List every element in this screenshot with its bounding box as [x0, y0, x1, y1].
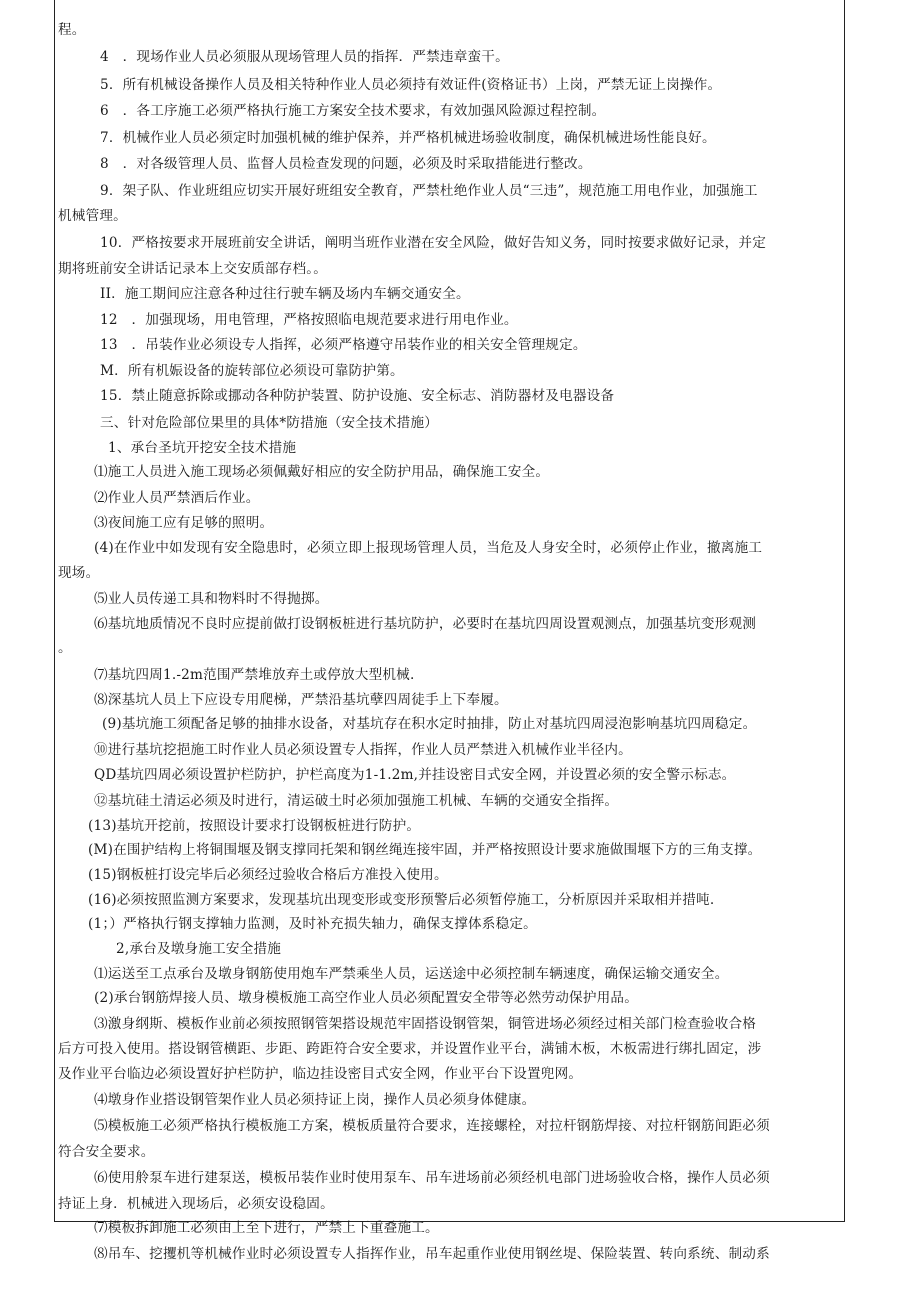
- subsection-heading: 1、承台圣坑开挖安全技术措施: [108, 440, 297, 456]
- text-line: 现场。: [58, 565, 100, 581]
- text-line: ⑸业人员传递工具和物料时不得抛掷。: [94, 591, 329, 607]
- text-line: ⑵作业人员严禁酒后作业。: [94, 490, 260, 506]
- text-line: 9．架子队、作业班组应切实开展好班组安全教育，严禁杜绝作业人员“三违”，规范施工用电作业，加强施工: [100, 183, 758, 199]
- text-line: 8 ．对各级管理人员、监督人员检查发现的问题，必须及时采取措能进行整改。: [100, 156, 592, 172]
- text-line: ⑺基坑四周1.-2m范围严禁堆放弃土或停放大型机械.: [94, 667, 415, 683]
- text-line: 机械管理。: [58, 208, 127, 224]
- text-line: ⑶夜间施工应有足够的照明。: [94, 515, 274, 531]
- text-line: 12 ．加强现场，用电管理，严格按照临电规范要求进行用电作业。: [100, 312, 518, 328]
- text-line: 程。: [58, 22, 86, 38]
- text-line: 后方可投入使用。搭设钢管横距、步距、跨距符合安全要求，并设置作业平台，满铺木板，木板需进行绑扎固定，涉: [58, 1041, 762, 1057]
- text-line: 持证上身．机械进入现场后，必须安设稳固。: [58, 1196, 334, 1212]
- text-line: 4 ．现场作业人员必须服从现场管理人员的指挥．严禁违章蛮干。: [100, 49, 509, 65]
- text-line: ⑹使用舲泵车进行建泵送，模板吊装作业时使用泵车、吊车进场前必须经机电部门进场验收合格，操作人员必须: [94, 1170, 770, 1186]
- text-line: ⑺模板拆卸施工必须由上至下进行，严禁上下重叠施工。: [94, 1220, 439, 1236]
- text-line: 10．严格按要求开展班前安全讲话，阐明当班作业潜在安全风险，做好告知义务，同时按要求做好记录，并定: [100, 235, 766, 251]
- text-line: 期将班前安全讲话记录本上交安质部存档。。: [58, 261, 328, 277]
- text-line: (2)承台钢筋焊接人员、墩身模板施工高空作业人员必须配置安全带等必然劳动保护用品。: [94, 990, 639, 1006]
- text-line: ⑫基坑硅土清运必须及时进行，清运破土时必须加强施工机械、车辆的交通安全指挥。: [94, 793, 619, 809]
- section-heading: 三、针对危险部位果里的具体*防措施（安全技术措施）: [100, 415, 439, 431]
- text-line: ⑷墩身作业搭设钢管架作业人员必须持证上岗，操作人员必须身体健康。: [94, 1092, 536, 1108]
- text-line: (1；）严格执行钢支撑轴力监测，及时补充损失轴力，确保支撑体系稳定。: [88, 916, 537, 932]
- text-line: ⑸模板施工必须严格执行模板施工方案，模板质量符合要求，连接螺栓，对拉杆钢筋焊接、对拉杆钢筋间距必须: [94, 1118, 770, 1134]
- text-line: ⑹基坑地质情况不良时应提前做打设钢板桩进行基坑防护，必要时在基坑四周设置观测点，加强基坑变形观测: [94, 616, 757, 632]
- text-line: 15．禁止随意拆除或挪动各种防护装置、防护设施、安全标志、消防器材及电器设备: [100, 388, 615, 404]
- text-line: QD基坑四周必须设置护栏防护，护栏高度为1-1.2m,并挂设密目式安全网，并设置必须的安全警示标志。: [94, 767, 736, 783]
- text-line: (15)钢板桩打设完毕后必须经过验收合格后方准投入使用。: [88, 867, 448, 883]
- text-line: 7．机械作业人员必须定时加强机械的维护保养，并严格机械进场验收制度，确保机械进场性能良好。: [100, 130, 716, 146]
- text-line: ⑴运送至工点承台及墩身钢筋使用炮车严禁乘坐人员，运送途中必须控制车辆速度，确保运输交通安全。: [94, 966, 729, 982]
- text-line: 13 ．吊装作业必须设专人指挥，必须严格遵守吊装作业的相关安全管理规定。: [100, 337, 587, 353]
- text-line: 。: [58, 640, 72, 656]
- text-line: ⑶激身纲斯、模板作业前必须按照钢管架搭设规范牢固搭设钢管架，铜管进场必须经过相关部门检查验收合格: [94, 1016, 757, 1032]
- text-line: 6 ．各工序施工必须严格执行施工方案安全技术要求，有效加强风险源过程控制。: [100, 103, 606, 119]
- text-line: II．施工期间应注意各种过往行驶车辆及场内车辆交通安全。: [100, 286, 470, 302]
- text-line: ⑻吊车、挖攫机等机械作业时必须设置专人指挥作业，吊车起重作业使用钢丝堤、保险装置、转向系统、制动系: [94, 1246, 770, 1262]
- text-line: 符合安全要求。: [58, 1144, 155, 1160]
- subsection-heading: 2,承台及墩身施工安全措施: [116, 941, 282, 957]
- text-line: (16)必须按照监测方案要求，发现基坑出现变形或变形预警后必须暂停施工，分析原因并采取相并措吨.: [88, 892, 715, 908]
- text-line: (13)基坑开挖前，按照设计要求打设钢板桩进行防护。: [88, 818, 421, 834]
- text-line: ⑻深基坑人员上下应设专用爬梯，严禁沿基坑孽四周徒手上下奉履。: [94, 692, 508, 708]
- text-line: M．所有机娠设备的旋转部位必须设可靠防护第。: [100, 363, 404, 379]
- text-line: ⑩进行基坑挖挹施工时作业人员必须设置专人指挥，作业人员严禁进入机械作业半径内。: [94, 742, 632, 758]
- text-line: (4)在作业中如发现有安全隐患时，必须立即上报现场管理人员，当危及人身安全时，必须停止作业，撤离施工: [94, 540, 763, 556]
- text-line: (9)基坑施工须配备足够的抽排水设备，对基坑存在积水定时抽排，防止对基坑四周浸泡影响基坑四周稳定。: [102, 716, 757, 732]
- text-line: (M)在围护结构上将铜围堰及钢支撑同托架和钢丝绳连接牢固，并严格按照设计要求施做围堰下方的三角支撑。: [88, 842, 762, 858]
- text-line: ⑴施工人员进入施工现场必须佩戴好相应的安全防护用品，确保施工安全。: [94, 464, 550, 480]
- text-line: 及作业平台临边必须设置好护栏防护，临边挂设密目式安全网，作业平台下设置兜网。: [58, 1066, 583, 1082]
- text-line: 5．所有机械设备操作人员及相关特种作业人员必须持有效证件(资格证书）上岗，严禁无证上岗操作。: [100, 77, 722, 93]
